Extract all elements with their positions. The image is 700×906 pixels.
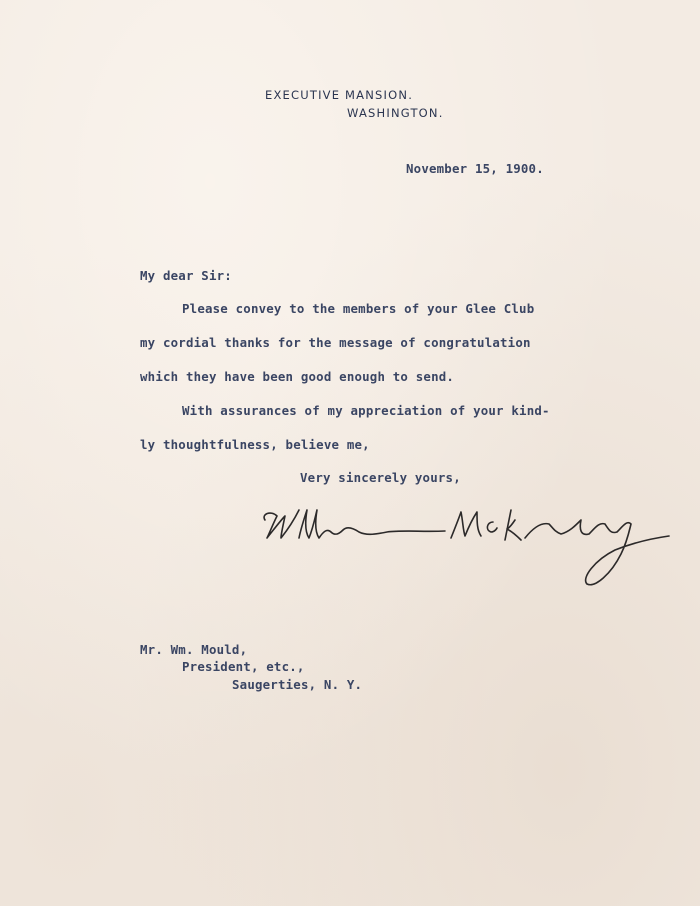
recipient-location: Saugerties, N. Y. [232,677,363,692]
body-line: my cordial thanks for the message of congratulation [140,335,531,350]
recipient-name: Mr. Wm. Mould, [140,642,248,657]
complimentary-closing: Very sincerely yours, [300,470,461,485]
salutation: My dear Sir: [140,268,232,283]
body-line: With assurances of my appreciation of your kind- [182,403,550,418]
handwritten-signature [255,498,675,598]
signature-drawing [255,498,675,598]
recipient-title: President, etc., [182,659,305,674]
letterhead-title: EXECUTIVE MANSION. [265,88,414,102]
body-line: which they have been good enough to send. [140,369,455,384]
body-line: ly thoughtfulness, believe me, [140,437,370,452]
letter-date: November 15, 1900. [406,161,544,176]
letterhead-city: WASHINGTON. [347,106,444,120]
body-line: Please convey to the members of your Glee Club [182,301,535,316]
